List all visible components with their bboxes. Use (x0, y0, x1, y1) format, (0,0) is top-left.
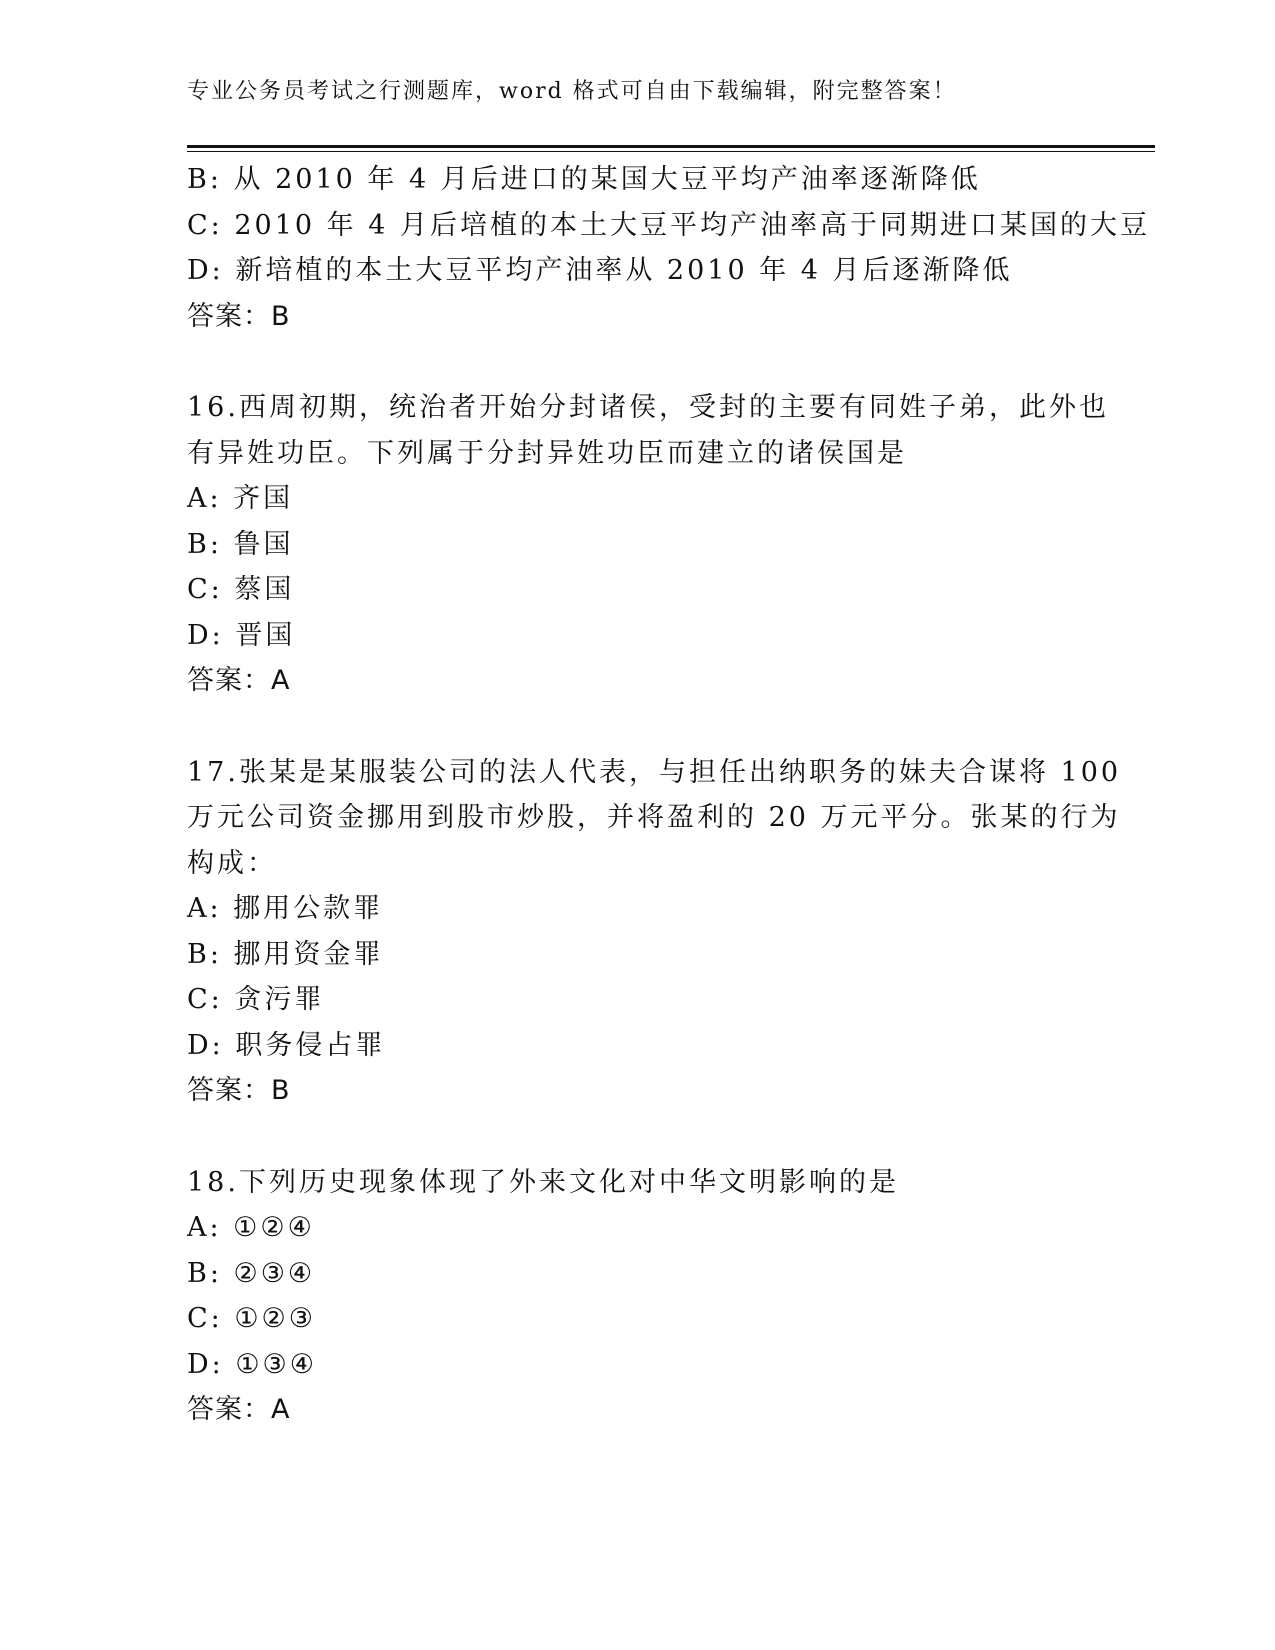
option-d: D: ①③④ (187, 1348, 317, 1380)
question-content (187, 157, 1150, 1433)
option-c: C: 蔡国 (187, 574, 295, 605)
option-c: C: 2010 年 4 月后培植的本土大豆平均产油率高于同期进口某国的大豆 (187, 209, 1150, 241)
option-b: B: 挪用资金罪 (187, 938, 384, 970)
option-a: A: 挪用公款罪 (187, 893, 384, 924)
page-header: 专业公务员考试之行测题库，word 格式可自由下载编辑，附完整答案！ (187, 79, 957, 104)
spacer (187, 1114, 1087, 1160)
question-18 (187, 1160, 1087, 1433)
spacer (187, 704, 1087, 750)
answer-line: 答案：B (187, 1075, 291, 1106)
option-c: C: 贪污罪 (187, 984, 325, 1015)
header-rule-thick (187, 145, 1155, 148)
option-d: D: 新培植的本土大豆平均产油率从 2010 年 4 月后逐渐降低 (187, 255, 1013, 286)
question-16 (187, 385, 1109, 704)
answer-line: 答案：A (187, 1394, 291, 1425)
question-17 (187, 750, 1122, 1114)
option-d: D: 晋国 (187, 619, 296, 651)
answer-line: 答案：B (187, 300, 291, 332)
option-c: C: ①②③ (187, 1303, 316, 1334)
option-d: D: 职务侵占罪 (187, 1029, 386, 1061)
answer-line: 答案：A (187, 665, 291, 696)
option-a: A: ①②④ (187, 1212, 315, 1243)
question-stem-line: 构成： (187, 847, 277, 879)
question-stem-line: 17.张某是某服装公司的法人代表，与担任出纳职务的妹夫合谋将 100 (187, 756, 1122, 788)
header-rule-thin (187, 151, 1155, 152)
question-stem-line: 有异姓功臣。下列属于分封异姓功臣而建立的诸侯国是 (187, 437, 907, 469)
option-a: A: 齐国 (187, 483, 294, 514)
option-b: B: 从 2010 年 4 月后进口的某国大豆平均产油率逐渐降低 (187, 164, 981, 195)
spacer (187, 339, 1087, 385)
question-stem-line: 万元公司资金挪用到股市炒股，并将盈利的 20 万元平分。张某的行为 (187, 802, 1121, 833)
option-b: B: 鲁国 (187, 528, 294, 560)
question-stem-line: 16.西周初期，统治者开始分封诸侯，受封的主要有同姓子弟，此外也 (187, 392, 1109, 423)
question-15-tail (187, 157, 1150, 339)
option-b: B: ②③④ (187, 1257, 316, 1289)
question-stem-line: 18.下列历史现象体现了外来文化对中华文明影响的是 (187, 1166, 899, 1198)
